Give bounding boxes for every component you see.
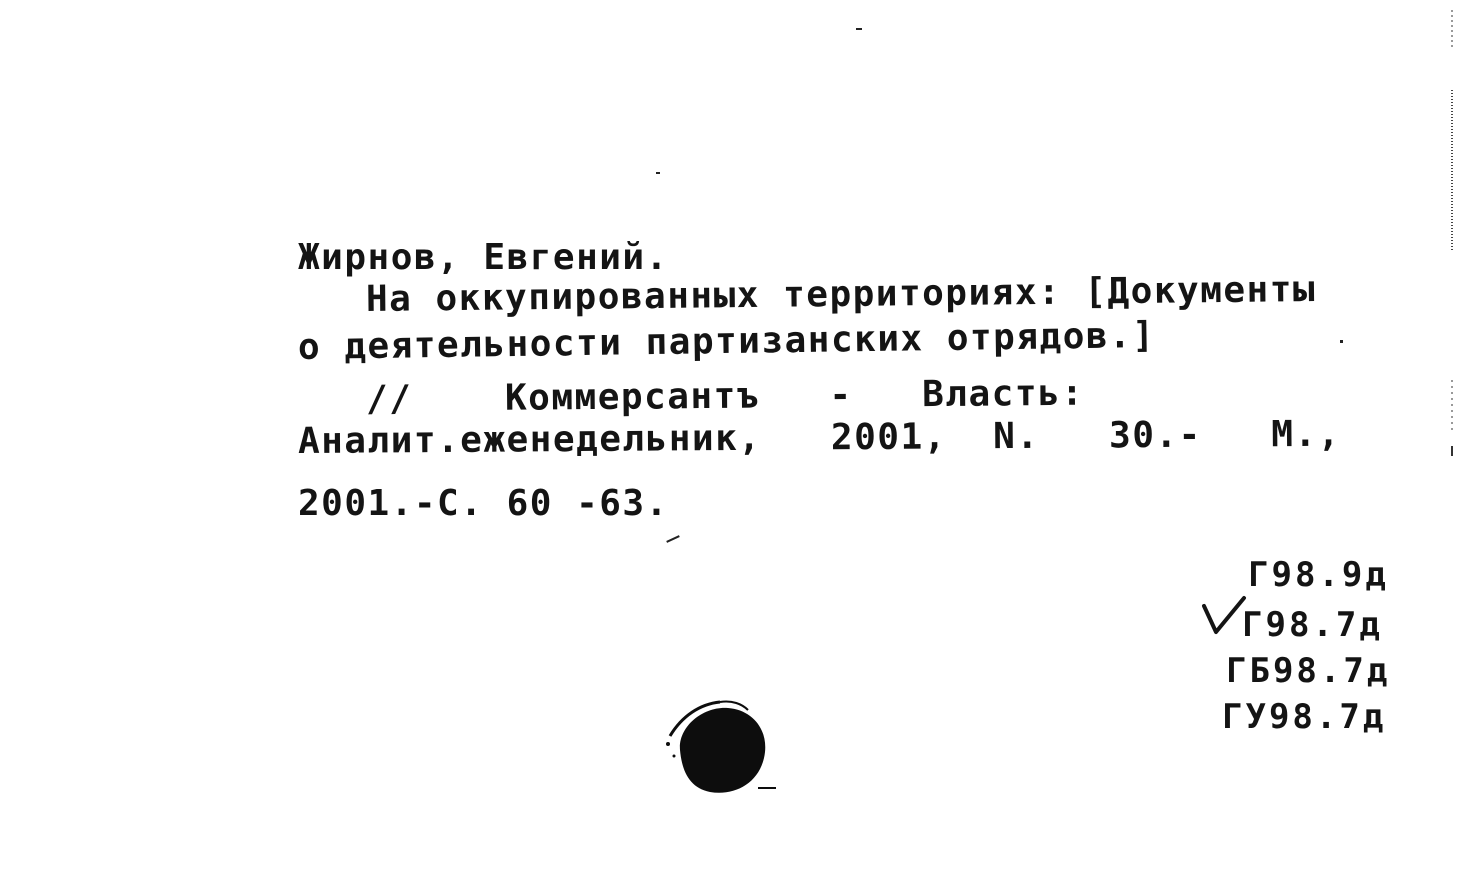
ink-stain	[660, 696, 780, 800]
shelf-code-3: ГБ98.7д	[1226, 651, 1391, 691]
source-line-3: 2001.-С. 60 -63.	[298, 483, 669, 524]
source-line-1: // Коммерсантъ - Власть:	[365, 372, 1085, 420]
scan-speck	[656, 172, 660, 174]
title-line-1: На оккупированных территориях: [Документы	[365, 269, 1317, 320]
scan-speck	[1340, 340, 1343, 343]
scan-speck	[666, 535, 680, 543]
shelf-code-1: Г98.9д	[1248, 555, 1389, 595]
title-line-2: о деятельности партизанских отрядов.]	[297, 315, 1156, 368]
source-line-2: Аналит.еженедельник, 2001, N. 30.- М.,	[297, 413, 1341, 462]
shelf-code-4: ГУ98.7д	[1222, 697, 1387, 737]
scan-edge-noise	[1446, 10, 1458, 480]
author-line: Жирнов, Евгений.	[298, 237, 669, 278]
scan-speck	[856, 28, 862, 30]
checkmark-icon	[1200, 592, 1248, 640]
shelf-code-2: Г98.7д	[1242, 605, 1383, 645]
